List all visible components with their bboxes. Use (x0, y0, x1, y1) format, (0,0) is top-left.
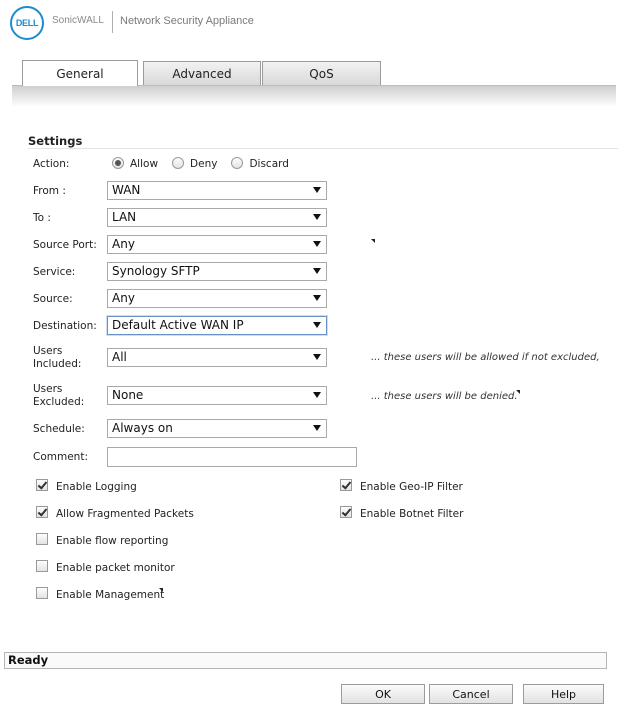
action-label: Action: (33, 158, 70, 170)
source-port-select[interactable] (107, 235, 327, 254)
users-included-label-line1: Users (33, 345, 63, 357)
chevron-down-icon (313, 322, 321, 328)
source-port-value: Any (112, 237, 135, 251)
geo-ip-checkbox[interactable] (340, 479, 352, 491)
settings-divider (28, 148, 618, 149)
info-marker-icon (516, 390, 520, 394)
destination-value: Default Active WAN IP (112, 318, 244, 332)
users-excluded-label (33, 383, 84, 409)
enable-logging-checkbox[interactable] (36, 479, 48, 491)
source-select[interactable] (107, 289, 327, 308)
management-label: Enable Management (56, 589, 165, 601)
header-divider (112, 11, 113, 33)
comment-input[interactable] (107, 447, 357, 467)
brand-name: SonicWALL (52, 15, 104, 26)
radio-discard[interactable] (231, 157, 243, 169)
users-included-label-line2: Included: (33, 358, 82, 370)
schedule-label: Schedule: (33, 423, 85, 435)
from-value: WAN (112, 183, 141, 197)
radio-allow[interactable] (112, 157, 124, 169)
users-excluded-select[interactable] (107, 386, 327, 405)
dell-logo (10, 6, 44, 40)
packet-monitor-checkbox[interactable] (36, 560, 48, 572)
source-label: Source: (33, 293, 73, 305)
product-name: Network Security Appliance (120, 15, 254, 27)
allow-fragmented-checkbox[interactable] (36, 506, 48, 518)
cancel-button[interactable]: Cancel (429, 684, 513, 704)
schedule-value: Always on (112, 421, 173, 435)
users-included-value: All (112, 350, 127, 364)
packet-monitor-label: Enable packet monitor (56, 562, 175, 574)
chevron-down-icon (313, 241, 321, 247)
chevron-down-icon (313, 295, 321, 301)
radio-discard-label: Discard (249, 158, 289, 170)
info-marker-icon (159, 588, 163, 592)
to-select[interactable] (107, 208, 327, 227)
ok-button[interactable]: OK (341, 684, 425, 704)
enable-logging-label: Enable Logging (56, 481, 137, 493)
schedule-select[interactable] (107, 419, 327, 438)
to-value: LAN (112, 210, 137, 224)
chevron-down-icon (313, 392, 321, 398)
users-included-label (33, 345, 81, 371)
chevron-down-icon (313, 425, 321, 431)
chevron-down-icon (313, 214, 321, 220)
destination-select[interactable] (107, 316, 327, 335)
botnet-checkbox[interactable] (340, 506, 352, 518)
management-checkbox[interactable] (36, 587, 48, 599)
settings-title: Settings (28, 134, 83, 148)
source-value: Any (112, 291, 135, 305)
tab-advanced[interactable]: Advanced (143, 61, 261, 85)
users-excluded-label-line2: Excluded: (33, 396, 85, 408)
users-excluded-value: None (112, 388, 144, 402)
flow-reporting-checkbox[interactable] (36, 533, 48, 545)
chevron-down-icon (313, 354, 321, 360)
radio-deny[interactable] (172, 157, 184, 169)
tab-general[interactable]: General (22, 60, 138, 86)
help-button[interactable]: Help (523, 684, 604, 704)
users-included-select[interactable] (107, 348, 327, 367)
logo-text: DELL (15, 18, 39, 28)
service-select[interactable] (107, 262, 327, 281)
source-port-label: Source Port: (33, 239, 97, 251)
info-marker-icon (371, 239, 375, 243)
users-excluded-hint: ... these users will be denied. (371, 391, 518, 402)
allow-fragmented-label: Allow Fragmented Packets (56, 508, 194, 520)
users-included-hint: ... these users will be allowed if not excluded, (371, 352, 600, 363)
radio-deny-label: Deny (190, 158, 218, 170)
app-header (0, 0, 618, 45)
tab-panel-top (12, 85, 616, 107)
service-value: Synology SFTP (112, 264, 200, 278)
from-select[interactable] (107, 181, 327, 200)
flow-reporting-label: Enable flow reporting (56, 535, 169, 547)
chevron-down-icon (313, 187, 321, 193)
tab-qos[interactable]: QoS (262, 61, 381, 85)
service-label: Service: (33, 266, 76, 278)
destination-label: Destination: (33, 320, 97, 332)
status-bar: Ready (4, 652, 607, 669)
chevron-down-icon (313, 268, 321, 274)
to-label: To : (33, 212, 51, 224)
geo-ip-label: Enable Geo-IP Filter (360, 481, 463, 493)
from-label: From : (33, 185, 66, 197)
action-radio-group (112, 157, 303, 169)
comment-label: Comment: (33, 451, 88, 463)
users-excluded-label-line1: Users (33, 383, 63, 395)
botnet-label: Enable Botnet Filter (360, 508, 464, 520)
radio-allow-label: Allow (130, 158, 159, 170)
